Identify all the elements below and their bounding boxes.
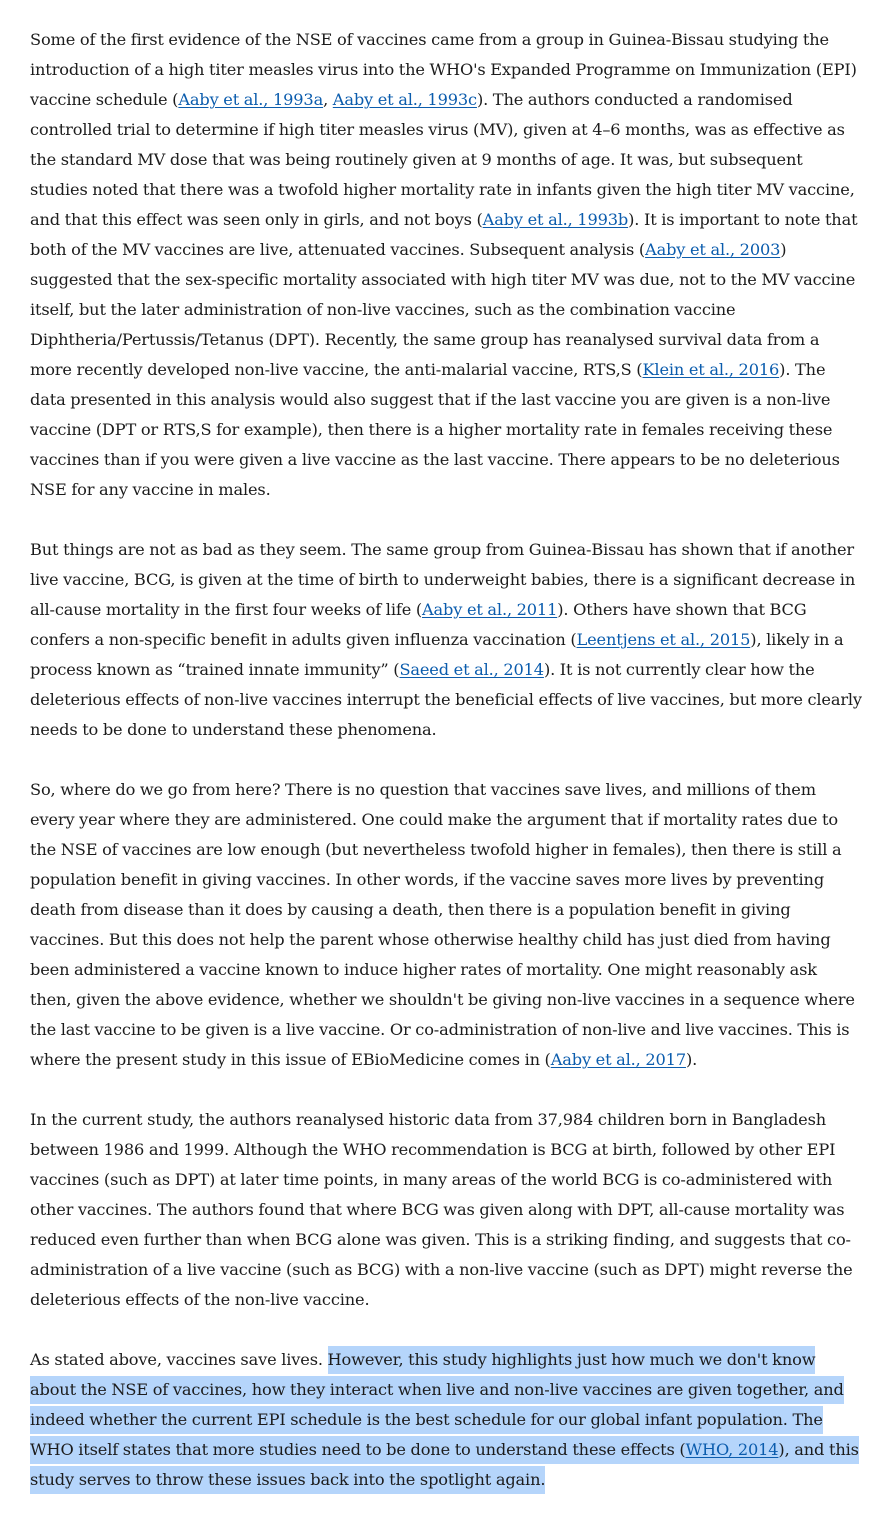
paragraph-text: ). The authors conducted a randomised controlled trial to determine if high titer measles virus (MV), given at 4–6 months, was as effective as the standard MV dose that was being routinely given at 9 months of age. It was, but subsequent studies noted that there was a twofold higher mortality rate in infants given the high titer MV vaccine, and that this effect was seen only in girls, and not boys ( xyxy=(30,90,855,229)
paragraph-text: ). It is important to note that both of the MV vaccines are live, attenuated vaccines. Subsequent analysis ( xyxy=(30,210,858,259)
citation-link-klein-2016[interactable]: Klein et al., 2016 xyxy=(642,360,780,379)
paragraph-text: ) suggested that the sex-specific mortality associated with high titer MV was due, not to the MV vaccine itself, but the later administration of non-live vaccines, such as the combination vaccine Diphtheria/Pertussis/Tetanus (DPT). Recently, the same group has reanalysed survival data from a more recently developed non-live vaccine, the anti-malarial vaccine, RTS,S ( xyxy=(30,240,856,379)
citation-link-aaby-1993a[interactable]: Aaby et al., 1993a xyxy=(178,90,324,109)
citation-link-leentjens-2015[interactable]: Leentjens et al., 2015 xyxy=(576,630,751,649)
citation-link-saeed-2014[interactable]: Saeed et al., 2014 xyxy=(399,660,544,679)
paragraph-3 xyxy=(30,775,862,1075)
citation-link-aaby-1993b[interactable]: Aaby et al., 1993b xyxy=(482,210,629,229)
citation-link-who-2014[interactable]: WHO, 2014 xyxy=(685,1440,779,1459)
paragraph-text: Some of the first evidence of the NSE of vaccines came from a group in Guinea-Bissau studying the introduction of a high titer measles virus into the WHO's Expanded Programme on Immunization (EPI) vaccine schedule ( xyxy=(30,30,857,109)
citation-link-aaby-2017[interactable]: Aaby et al., 2017 xyxy=(550,1050,686,1069)
paragraph-text: ). Others have shown that BCG confers a non-specific benefit in adults given influenza vaccination ( xyxy=(30,600,807,649)
paragraph-text: , xyxy=(323,90,333,109)
selected-text: However, this study highlights just how much we don't know about the NSE of vaccines, how they interact when live and non-live vaccines are given together, and indeed whether the current EPI schedule is the best schedule for our global infant population. The WHO itself states that more studies need to be done to understand these effects ( xyxy=(30,1350,844,1459)
paragraph-5 xyxy=(30,1345,862,1495)
paragraph-1 xyxy=(30,25,862,505)
paragraph-text: In the current study, the authors reanalysed historic data from 37,984 children born in Bangladesh between 1986 and 1999. Although the WHO recommendation is BCG at birth, followed by other EPI vaccines (such as DPT) at later time points, in many areas of the world BCG is co-administered with other vaccines. The authors found that where BCG was given along with DPT, all-cause mortality was reduced even further than when BCG alone was given. This is a striking finding, and suggests that co-administration of a live vaccine (such as BCG) with a non-live vaccine (such as DPT) might reverse the deleterious effects of the non-live vaccine. xyxy=(30,1110,853,1309)
paragraph-text: So, where do we go from here? There is no question that vaccines save lives, and millions of them every year where they are administered. One could make the argument that if mortality rates due to the NSE of vaccines are low enough (but nevertheless twofold higher in females), then there is still a population benefit in giving vaccines. In other words, if the vaccine saves more lives by preventing death from disease than it does by causing a death, then there is a population benefit in giving vaccines. But this does not help the parent whose otherwise healthy child has just died from having been administered a vaccine known to induce higher rates of mortality. One might reasonably ask then, given the above evidence, whether we shouldn't be giving non-live vaccines in a sequence where the last vaccine to be given is a live vaccine. Or co-administration of non-live and live vaccines. This is where the present study in this issue of EBioMedicine comes in ( xyxy=(30,780,855,1069)
paragraph-text: As stated above, vaccines save lives. xyxy=(30,1350,328,1369)
paragraph-text: ). The data presented in this analysis would also suggest that if the last vaccine you are given is a non-live vaccine (DPT or RTS,S for example), then there is a higher mortality rate in females receiving these vaccines than if you were given a live vaccine as the last vaccine. There appears to be no deleterious NSE for any vaccine in males. xyxy=(30,360,840,499)
paragraph-text: ). It is not currently clear how the deleterious effects of non-live vaccines interrupt the beneficial effects of live vaccines, but more clearly needs to be done to understand these phenomena. xyxy=(30,660,862,739)
selected-text: ), and this study serves to throw these issues back into the spotlight again. xyxy=(30,1440,859,1489)
paragraph-text: But things are not as bad as they seem. The same group from Guinea-Bissau has shown that if another live vaccine, BCG, is given at the time of birth to underweight babies, there is a significant decrease in all-cause mortality in the first four weeks of life ( xyxy=(30,540,856,619)
paragraph-text: ). xyxy=(685,1050,698,1069)
paragraph-2 xyxy=(30,535,862,745)
citation-link-aaby-2011[interactable]: Aaby et al., 2011 xyxy=(422,600,558,619)
paragraph-4 xyxy=(30,1105,862,1315)
citation-link-aaby-2003[interactable]: Aaby et al., 2003 xyxy=(645,240,781,259)
paragraph-text: ), likely in a process known as “trained innate immunity” ( xyxy=(30,630,844,679)
article-body xyxy=(30,25,862,1525)
citation-link-aaby-1993c[interactable]: Aaby et al., 1993c xyxy=(332,90,477,109)
